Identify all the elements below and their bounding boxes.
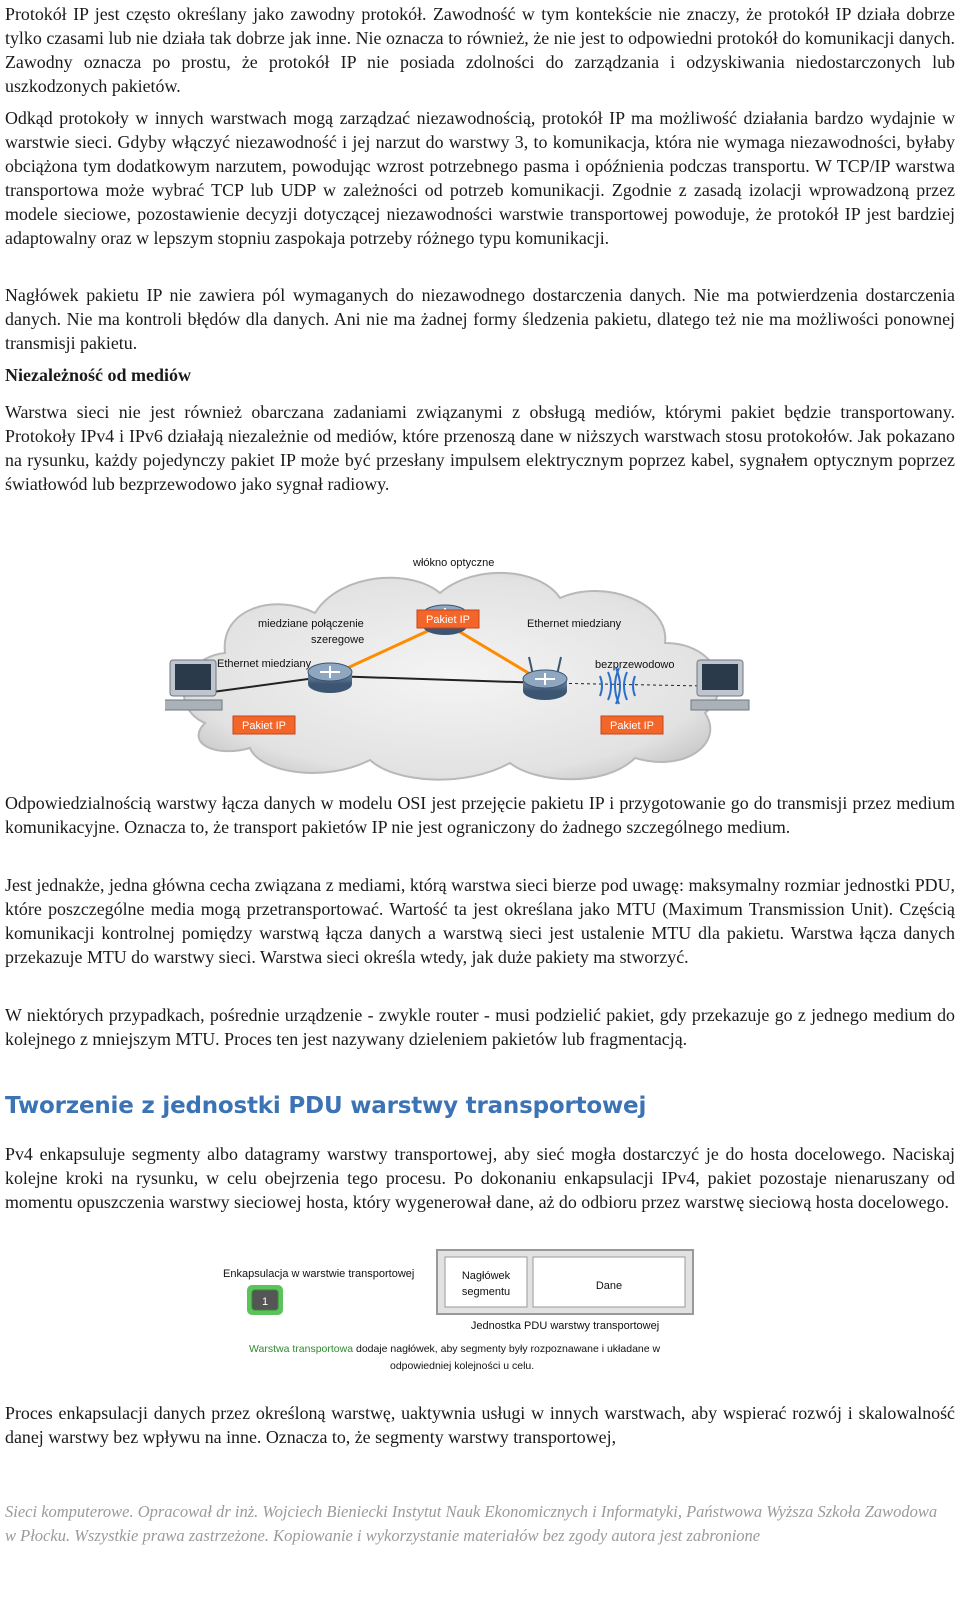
pdu-caption: Jednostka PDU warstwy transportowej [470,1320,660,1332]
segment-data-label: Dane [595,1280,623,1292]
paragraph-reliability-layers: Odkąd protokoły w innych warstwach mogą zarządzać niezawodnością, protokół IP ma możliwość działania bardzo wydajnie w warstwie sieci. Gdyby włączyć niezawodność i jej narzut do warstwy 3, to komunikacja, która nie wymaga niezawodności, byłaby obciążona tym dodatkowym narzutem, powodując wzrost potrzebnego pasma i opóźnienia podczas transportu. W TCP/IP warstwa transportowa może wybrać TCP lub UDP w zależności od potrzeb komunikacji. Zgodnie z zasadą izolacji wprowadzoną przez modele sieciowe, pozostawienie decyzji dotyczącej niezawodności warstwie transportowej powoduje, że protokół IP jest bardziej adaptowalny oraz w lepszym stopniu zaspokaja potrzeby różnego typu komunikacji. [5,108,955,248]
segment-header-line1: Nagłówek [461,1270,511,1282]
description-highlight: Warstwa transportowa [249,1343,354,1355]
paragraph-ip-header: Nagłówek pakietu IP nie zawiera pól wymaganych do niezawodnego dostarczenia danych. Nie ma potwierdzenia dostarczenia danych. Nie ma kontroli błędów dla danych. Ani nie ma żadnej formy śledzenia pakietu, dlatego też nie ma możliwości ponownej transmisji pakietu. [5,285,955,353]
encapsulation-description [249,1343,661,1355]
paragraph-mtu: Jest jednakże, jedna główna cecha związana z mediami, którą warstwa sieci bierze pod uwagę: maksymalny rozmiar jednostki PDU, które poszczególne media mogą przetransportować. Wartość ta jest określana jako MTU (Maximum Transmission Unit). Częścią komunikacji kontrolnej pomiędzy warstwą łącza danych a warstwą sieci jest ustalenie MTU dla pakietu. Warstwa łącza danych przekazuje MTU do warstwy sieci. Warstwa sieci określa wtedy, jak duże pakiety ma stworzyć. [5,875,955,967]
packet-label: Pakiet IP [609,720,655,732]
label-fiber: włókno optyczne [413,557,495,569]
packet-label: Pakiet IP [425,614,471,626]
segment-header-line2: segmentu [461,1286,511,1298]
description-text: dodaje nagłówek, aby segmenty były rozpoznawane i układane w [353,1343,661,1355]
label-ethernet-left: Ethernet miedziany [217,658,312,670]
label-copper-serial-1: miedziane połączenie [258,618,364,630]
paragraph-ip-unreliable: Protokół IP jest często określany jako zawodny protokół. Zawodność w tym kontekście nie znaczy, że protokół IP działa dobrze tylko czasami lub nie działa tak dobrze jak inne. Nie oznacza to również, że nie jest to odpowiedni protokół do komunikacji danych. Zawodny oznacza po prostu, że protokół IP nie posiada zdolności do zarządzania i odzyskiwania niedostarczonych lub uszkodzonych pakietów. [5,4,955,96]
encapsulation-description-line2: odpowiedniej kolejności u celu. [390,1360,535,1372]
paragraph-fragmentation: W niektórych przypadkach, pośrednie urządzenie - zwykle router - musi podzielić pakiet, gdy przekazuje go z jednego medium do kolejnego z mniejszym MTU. Proces ten jest nazywany dzieleniem pakietów lub fragmentacją. [5,1005,955,1049]
computer-icon [691,660,749,710]
heading-media-independence: Niezależność od mediów [5,365,191,385]
computer-icon [165,660,222,710]
paragraph-data-link: Odpowiedzialnością warstwy łącza danych w modelu OSI jest przejęcie pakietu IP i przygotowanie go do transmisji przez medium komunikacyjne. Oznacza to, że transport pakietów IP nie jest ograniczony do żadnego szczególnego medium. [5,793,955,837]
page-footer: Sieci komputerowe. Opracował dr inż. Wojciech Bieniecki Instytut Nauk Ekonomicznych i Informatyki, Państwowa Wyższa Szkoła Zawodowa w Płocku. Wszystkie prawa zastrzeżone. Kopiowanie i wykorzystanie materiałów bez zgody autora jest zabronione [5,1502,938,1545]
router-icon [308,663,352,693]
network-cloud [184,573,719,780]
ip-packet-left [233,716,295,734]
ip-packet-top [417,610,479,628]
transport-encapsulation-figure [215,1245,735,1377]
ip-packet-right [601,716,663,734]
label-wireless: bezprzewodowo [595,659,675,671]
label-ethernet-right: Ethernet miedziany [527,618,622,630]
step-number: 1 [261,1296,269,1308]
paragraph-encapsulation: Pv4 enkapsuluje segmenty albo datagramy warstwy transportowej, aby sieć mogła dostarczyć je do hosta docelowego. Naciskaj kolejne kroki na rysunku, w celu obejrzenia tego procesu. Po dokonaniu enkapsulacji IPv4, pakiet pozostaje nienaruszany od momentu opuszczenia warstwy sieciowej hosta, który wygenerował dane, aż do odbioru przez warstwę sieciową hosta docelowego. [5,1144,955,1212]
heading-transport-pdu: Tworzenie z jednostki PDU warstwy transportowej [5,1093,647,1119]
packet-label: Pakiet IP [241,720,287,732]
step-1-button[interactable] [247,1285,283,1315]
pdu-segment [437,1250,693,1314]
step-title: Enkapsulacja w warstwie transportowej [223,1268,415,1280]
paragraph-media: Warstwa sieci nie jest również obarczana zadaniami związanymi z obsługą mediów, którymi pakiet będzie transportowany. Protokoły IPv4 i IPv6 działają niezależnie od mediów, które przenoszą dane w niższych warstwach stosu protokołów. Jak pokazano na rysunku, każdy pojedynczy pakiet IP może być przesłany impulsem elektrycznym poprzez kabel, sygnałem optycznym poprzez światłowód lub bezprzewodowo jako sygnał radiowy. [5,402,955,494]
media-independence-figure [165,548,775,786]
label-copper-serial-2: szeregowe [311,634,365,646]
paragraph-layer-independence: Proces enkapsulacji danych przez określoną warstwę, uaktywnia usługi w innych warstwach, aby wspierać rozwój i skalowalność danej warstwy bez wpływu na inne. Oznacza to, że segmenty warstwy transportowej, [5,1403,955,1447]
